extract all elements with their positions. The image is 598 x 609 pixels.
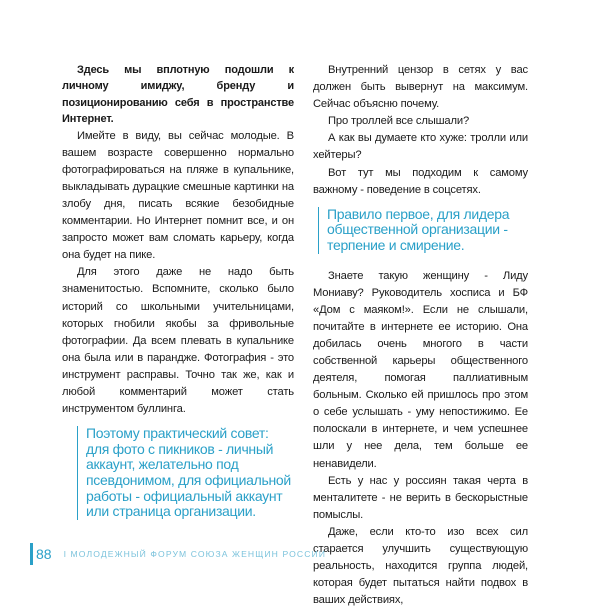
right-column	[313, 62, 528, 609]
body-paragraph: Имейте в виду, вы сейчас молодые. В вашем возрасте совершенно нормально фотографироваться на пляже в купальнике, выкладывать дурацкие смешные картинки на злобу дня, писать всякие безобидные комментарии. Но Интернет помнит все, и он запросто может вам сломать карьеру, когда она будет на пике.	[62, 129, 294, 262]
body-paragraph: Про троллей все слышали?	[328, 115, 470, 128]
left-column	[62, 62, 294, 520]
intro-bold-paragraph: Здесь мы вплотную подошли к личному имиджу, бренду и позиционированию себя в пространстве Интернет.	[62, 64, 294, 126]
pull-quote-advice: Поэтому практический совет: для фото с пикников - личный аккаунт, желательно под псевдонимом, для официальной работы - официальный аккаунт или страница организации.	[77, 426, 294, 520]
page-accent-bar	[30, 543, 33, 565]
body-paragraph: Есть у нас у россиян такая черта в менталитете - не верить в бескорыстные помыслы.	[313, 474, 528, 521]
page-number: 88	[36, 546, 52, 562]
body-paragraph: Знаете такую женщину - Лиду Мониаву? Руководитель хосписа и БФ «Дом с маяком!». Если не слышали, почитайте в интернете ее историю. Она добилась очень многого в части собственной карьеры общественного деятеля, помогая паллиативным больным. Сколько ей пришлось про этом о себе услышать - уму непостижимо. Ее полоскали в интернете, и чем успешнее шли у нее дела, тем больше ее ненавидели.	[313, 269, 528, 470]
body-paragraph: Для этого даже не надо быть знаменитостью. Вспомните, сколько было историй со школьными учительницами, которых гнобили якобы за фривольные фотографии. Да всем плевать в купальнике она была или в парандже. Фотография - это инструмент расправы. Точно так же, как и любой комментарий может стать инструментом буллинга.	[62, 266, 294, 416]
body-paragraph: Вот тут мы подходим к самому важному - поведение в соцсетях.	[313, 166, 528, 196]
body-paragraph: Даже, если кто-то изо всех сил старается улучшить существующую реальность, находится группа людей, которая будет пытаться найти подвох в ваших действиях,	[313, 525, 528, 607]
footer-title: I МОЛОДЕЖНЫЙ ФОРУМ СОЮЗА ЖЕНЩИН РОССИИ	[63, 549, 327, 559]
body-paragraph: Внутренний цензор в сетях у вас должен быть вывернут на максимум. Сейчас объясню почему.	[313, 64, 528, 111]
page-footer	[30, 543, 326, 565]
pull-quote-rule: Правило первое, для лидера общественной организации - терпение и смирение.	[318, 207, 528, 254]
body-paragraph: А как вы думаете кто хуже: тролли или хейтеры?	[313, 132, 528, 162]
